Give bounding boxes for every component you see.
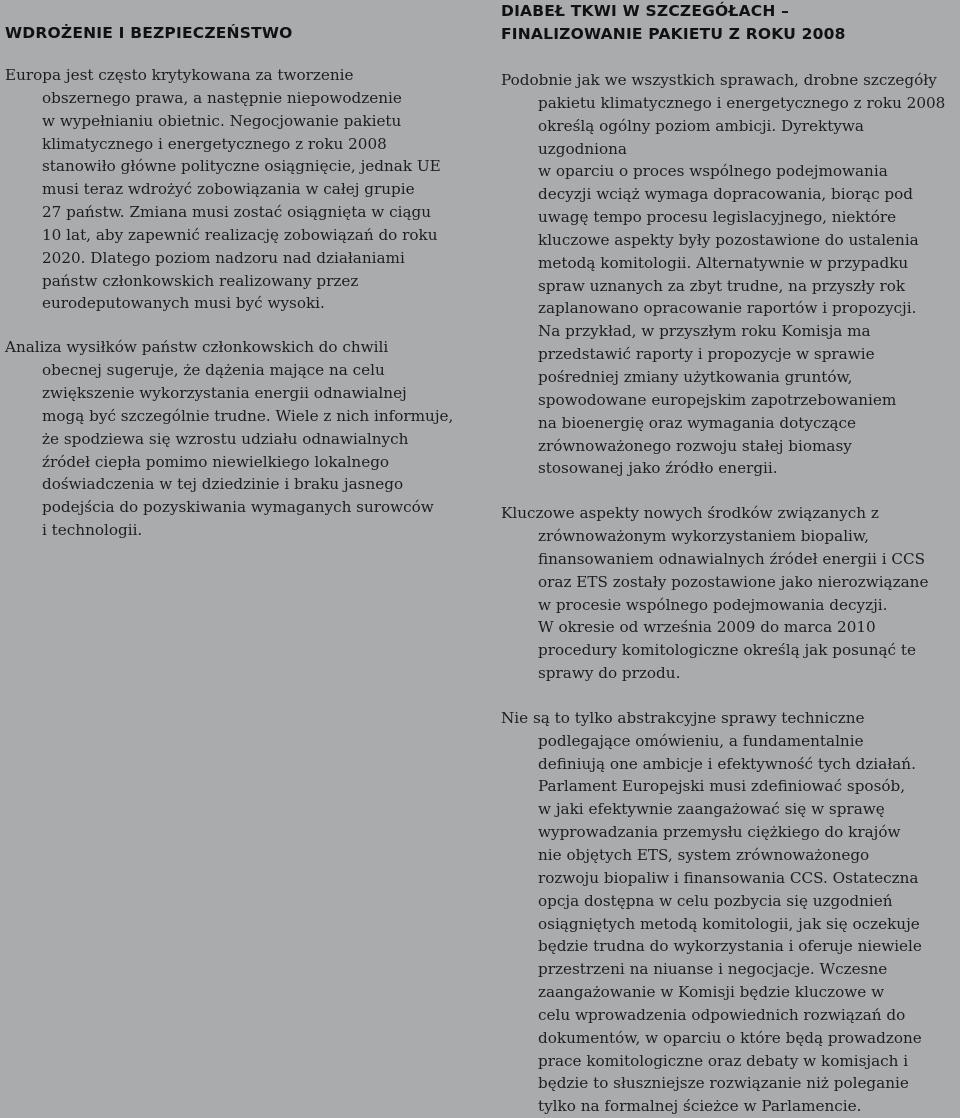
paragraph: Kluczowe aspekty nowych środków związanych z zrównoważonym wykorzystaniem biopaliw, finansowaniem odnawialnych źródeł energii i CCS oraz ETS zostały pozostawione jako nierozwiązane w procesie wspólnego podejmowania decyzji. W okresie od września 2009 do marca 2010 procedury komitologiczne określą jak posunąć te sprawy do przodu. — [501, 504, 929, 683]
paragraph: Nie są to tylko abstrakcyjne sprawy techniczne podlegające omówieniu, a fundamentalnie definiują one ambicje i efektywność tych działań. Parlament Europejski musi zdefiniować sposób, w jaki efektywnie zaangażować się w sprawę wyprowadzania przemysłu ciężkiego do krajów nie objętych ETS, system zrównoważonego rozwoju biopaliw i finansowania CCS. Ostateczna opcja dostępna w celu pozbycia się uzgodnień osiągniętych metodą komitologii, jak się oczekuje będzie trudna do wykorzystania i oferuje niewiele przestrzeni na niuanse i negocjacje. Wczesne zaangażowanie w Komisji będzie kluczowe w celu wprowadzenia odpowiednich rozwiązań do dokumentów, w oparciu o które będą prowadzone prace komitologiczne oraz debaty w komisjach i będzie to słuszniejsze rozwiązanie niż poleganie tylko na formalnej ścieżce w Parlamencie. — [501, 708, 922, 1116]
right-column — [501, 0, 956, 1118]
paragraph: Analiza wysiłków państw członkowskich do chwili obecnej sugeruje, że dążenia mające na celu zwiększenie wykorzystania energii odnawialnej mogą być szczególnie trudne. Wiele z nich informuje, że spodziewa się wzrostu udziału odnawialnych źródeł ciepła pomimo niewielkiego lokalnego doświadczenia w tej dziedzinie i braku jasnego podejścia do pozyskiwania wymaganych surowców i technologii. — [5, 338, 454, 540]
paragraph: Podobnie jak we wszystkich sprawach, drobne szczegóły pakietu klimatycznego i energetycznego z roku 2008 określą ogólny poziom ambicji. Dyrektywa uzgodniona w oparciu o proces wspólnego podejmowania decyzji wciąż wymaga dopracowania, biorąc pod uwagę tempo procesu legislacyjnego, niektóre kluczowe aspekty były pozostawione do ustalenia metodą komitologii. Alternatywnie w przypadku spraw uznanych za zbyt trudne, na przyszły rok zaplanowano opracowanie raportów i propozycji. Na przykład, w przyszłym roku Komisja ma przedstawić raporty i propozycje w sprawie pośredniej zmiany użytkowania gruntów, spowodowane europejskim zapotrzebowaniem na bioenergię oraz wymagania dotyczące zrównoważonego rozwoju stałej biomasy stosowanej jako źródło energii. — [501, 71, 946, 478]
left-column — [5, 0, 465, 542]
section-heading-details: DIABEŁ TKWI W SZCZEGÓŁACH – FINALIZOWANIE PAKIETU Z ROKU 2008 — [501, 2, 846, 43]
paragraph: Europa jest często krytykowana za tworzenie obszernego prawa, a następnie niepowodzenie w wypełnianiu obietnic. Negocjowanie pakietu klimatycznego i energetycznego z roku 2008 stanowiło główne polityczne osiągnięcie, jednak UE musi teraz wdrożyć zobowiązania w całej grupie 27 państw. Zmiana musi zostać osiągnięta w ciągu 10 lat, aby zapewnić realizację zobowiązań do roku 2020. Dlatego poziom nadzoru nad działaniami państw członkowskich realizowany przez eurodeputowanych musi być wysoki. — [5, 66, 441, 313]
section-heading-implementation: WDROŻENIE I BEZPIECZEŃSTWO — [5, 24, 293, 42]
